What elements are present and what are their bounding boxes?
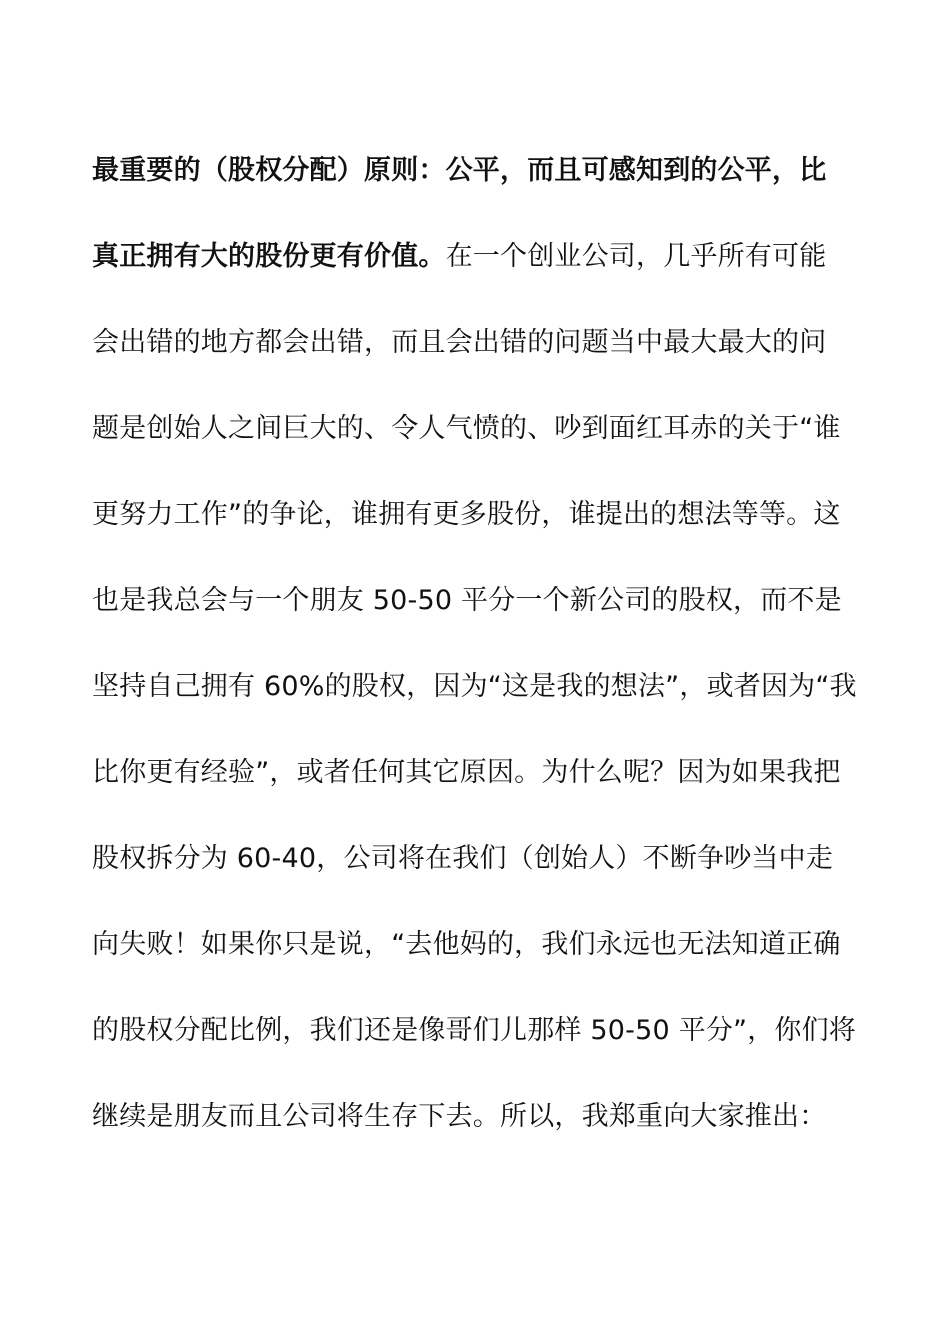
normal-text: 比你更有经验”，或者任何其它原因。为什么呢？因为如果我把 (92, 757, 841, 788)
body-paragraph (92, 146, 867, 1178)
normal-text: 会出错的地方都会出错，而且会出错的问题当中最大最大的问 (92, 327, 827, 358)
text-line-1 (92, 146, 867, 232)
text-line-5 (92, 490, 867, 576)
normal-text: 更努力工作”的争论，谁拥有更多股份，谁提出的想法等等。这 (92, 499, 841, 530)
normal-text: 继续是朋友而且公司将生存下去。所以，我郑重向大家推出： (92, 1101, 827, 1132)
normal-text: 坚持自己拥有 60%的股权，因为“这是我的想法”，或者因为“我 (92, 671, 857, 702)
bold-text: 最重要的（股权分配）原则：公平，而且可感知到的公平，比 (92, 155, 827, 186)
normal-text: 的股权分配比例，我们还是像哥们儿那样 50-50 平分”，你们将 (92, 1015, 857, 1046)
text-line-11 (92, 1006, 867, 1092)
text-line-7 (92, 662, 867, 748)
normal-text: 向失败！如果你只是说，“去他妈的，我们永远也无法知道正确 (92, 929, 841, 960)
text-line-9 (92, 834, 867, 920)
text-line-4 (92, 404, 867, 490)
text-line-8 (92, 748, 867, 834)
text-line-10 (92, 920, 867, 1006)
normal-text: 股权拆分为 60-40，公司将在我们（创始人）不断争吵当中走 (92, 843, 834, 874)
normal-text: 在一个创业公司，几乎所有可能 (445, 241, 827, 272)
bold-text: 真正拥有大的股份更有价值。 (92, 241, 446, 272)
text-line-12 (92, 1092, 867, 1178)
text-line-6 (92, 576, 867, 662)
normal-text: 也是我总会与一个朋友 50-50 平分一个新公司的股权，而不是 (92, 585, 842, 616)
normal-text: 题是创始人之间巨大的、令人气愤的、吵到面红耳赤的关于“谁 (92, 413, 841, 444)
text-line-2 (92, 232, 867, 318)
text-line-3 (92, 318, 867, 404)
